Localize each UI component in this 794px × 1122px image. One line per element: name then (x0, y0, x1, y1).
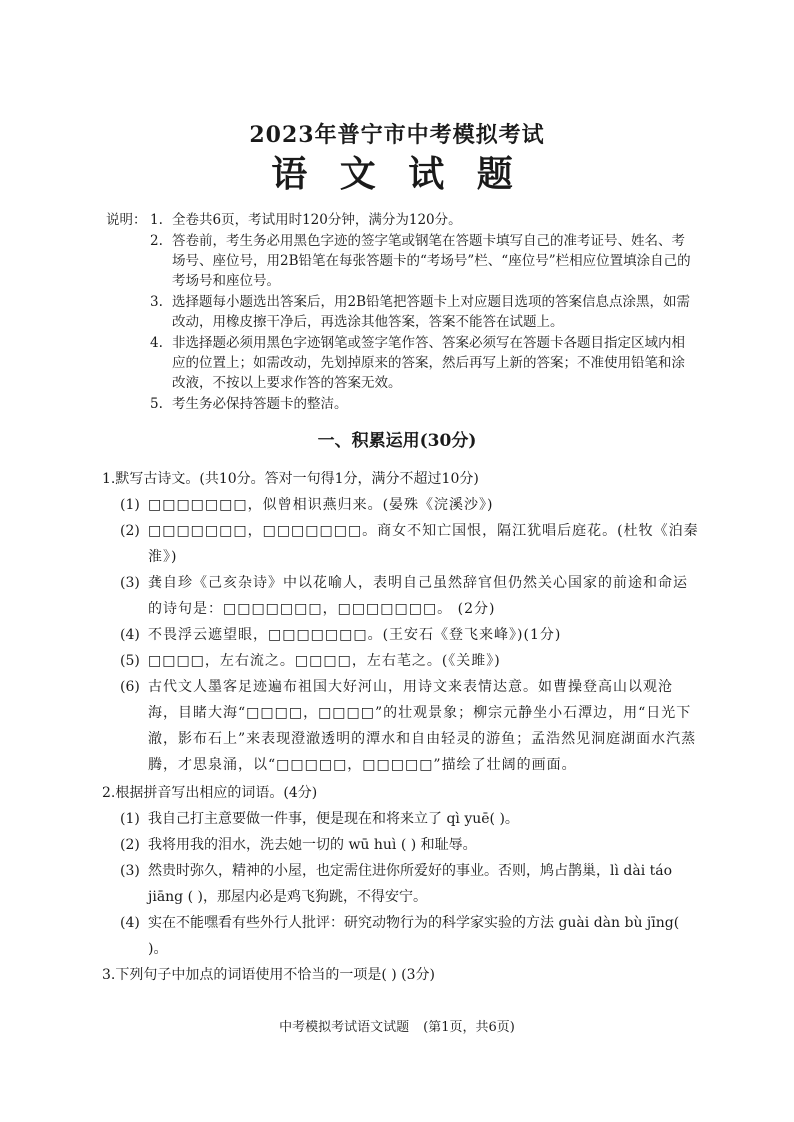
instruction-number: 2. (150, 233, 163, 249)
instruction-number: 1. (150, 212, 163, 228)
sub-question-number: (3) (120, 863, 140, 879)
sub-question-number: (3) (120, 575, 140, 591)
question-3 (102, 962, 702, 988)
sub-question-text: 我自己打主意要做一件事，便是现在和将来立了 qì yuē( )。 (148, 811, 519, 827)
sub-question-number: (1) (120, 497, 140, 513)
sub-question-text: 龚自珍《己亥杂诗》中以花喻人，表明自己虽然辞官但仍然关心国家的前途和命运的诗句是：□□□□□□□，□□□□□□□。 (2分) (148, 575, 688, 617)
instruction-item (106, 394, 696, 414)
sub-question-text: 不畏浮云遮望眼，□□□□□□□。(王安石《登飞来峰》)(1分) (148, 627, 562, 643)
sub-question-text: 我将用我的泪水，洗去她一切的 wū huì ( ) 和耻辱。 (148, 837, 477, 853)
questions-area (102, 466, 702, 988)
sub-question (120, 570, 702, 622)
sub-question-number: (2) (120, 523, 140, 539)
sub-question-text: □□□□□□□，□□□□□□□。商女不知亡国恨，隔江犹唱后庭花。(杜牧《泊秦淮》) (148, 523, 699, 565)
sub-question-number: (2) (120, 837, 140, 853)
sub-question-text: 古代文人墨客足迹遍布祖国大好河山，用诗文来表情达意。如曹操登高山以观沧海，目睹大海“□□□□，□□□□”的壮观景象；柳宗元静坐小石潭边，用“日光下澈，影布石上”来表现澄澈透明的潭水和自由轻灵的游鱼；孟浩然见洞庭湖面水汽蒸腾，才思泉涌，以“□□□□□，□□□□□”描绘了壮阔的画面。 (148, 679, 697, 773)
section-title: 一、积累运用(30分) (317, 431, 477, 451)
instruction-item (106, 231, 696, 291)
sub-question (120, 910, 702, 962)
page-footer (0, 1016, 794, 1035)
sub-question (120, 858, 702, 910)
instruction-number: 4. (150, 335, 163, 351)
sub-question-text: □□□□□□□，似曾相识燕归来。(晏殊《浣溪沙》) (148, 497, 494, 513)
exam-title: 2023年普宁市中考模拟考试 (249, 122, 545, 148)
instruction-text: 考生务必保持答题卡的整洁。 (172, 396, 348, 412)
instruction-text: 选择题每小题选出答案后，用2B铅笔把答题卡上对应题目选项的答案信息点涂黑，如需改动，用橡皮擦干净后，再选涂其他答案，答案不能答在试题上。 (172, 294, 691, 330)
sub-question-text: 然贵时弥久，精神的小屋，也定需住进你所爱好的事业。否则，鸠占鹊巢，lì dài táo jiāng ( )，那屋内必是鸡飞狗跳，不得安宁。 (148, 863, 673, 905)
question-stem: 2.根据拼音写出相应的词语。(4分) (102, 785, 318, 801)
subject-title: 语 文 试 题 (271, 153, 523, 195)
question-2 (102, 780, 702, 962)
sub-question-number: (1) (120, 811, 140, 827)
instruction-text: 非选择题必须用黑色字迹钢笔或签字笔作答、答案必须写在答题卡各题目指定区域内相应的位置上；如需改动，先划掉原来的答案，然后再写上新的答案；不准使用铅笔和涂改液，不按以上要求作答的答案无效。 (172, 335, 685, 391)
footer-title: 中考模拟考试语文试题 (279, 1020, 410, 1035)
page-number: (第1页，共6页) (423, 1020, 515, 1035)
instructions-block (106, 210, 696, 414)
sub-question-text: 实在不能嘿看有些外行人批评：研究动物行为的科学家实验的方法 guài dàn bù jīng( )。 (148, 915, 680, 957)
instruction-number: 3. (150, 294, 163, 310)
sub-question-number: (5) (120, 653, 140, 669)
instruction-number: 5. (150, 396, 163, 412)
instruction-item (106, 292, 696, 332)
sub-question (120, 648, 702, 674)
instruction-item (106, 210, 696, 230)
instruction-item (106, 333, 696, 393)
sub-question (120, 832, 702, 858)
sub-question (120, 674, 702, 778)
sub-question-number: (4) (120, 627, 140, 643)
question-1 (102, 466, 702, 778)
instructions-label: 说明： (106, 212, 147, 228)
question-stem: 1.默写古诗文。(共10分。答对一句得1分，满分不超过10分) (102, 471, 479, 487)
sub-question-number: (4) (120, 915, 140, 931)
sub-question-text: □□□□，左右流之。□□□□，左右芼之。(《关雎》) (148, 653, 501, 669)
sub-question (120, 806, 702, 832)
sub-question-number: (6) (120, 679, 140, 695)
sub-question (120, 622, 702, 648)
instruction-text: 答卷前，考生务必用黑色字迹的签字笔或钢笔在答题卡填写自己的准考证号、姓名、考场号、座位号，用2B铅笔在每张答题卡的“考场号”栏、“座位号”栏相应位置填涂自己的考场号和座位号。 (172, 233, 691, 289)
sub-question (120, 492, 702, 518)
instruction-text: 全卷共6页，考试用时120分钟，满分为120分。 (172, 212, 462, 228)
sub-question (120, 518, 702, 570)
question-stem: 3.下列句子中加点的词语使用不恰当的一项是( ) (3分) (102, 967, 436, 983)
